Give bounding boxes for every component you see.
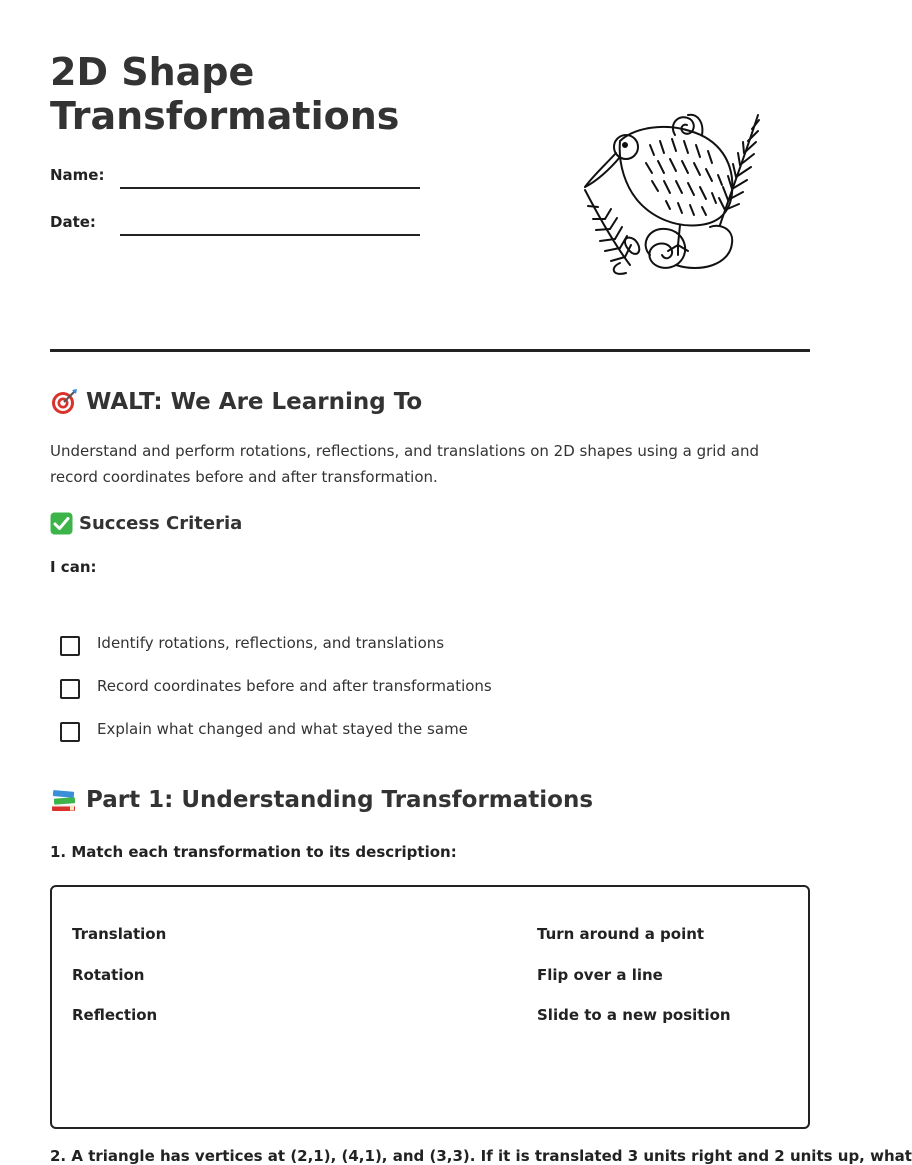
name-label: Name: <box>50 166 105 184</box>
part1-heading <box>50 786 593 814</box>
descriptions-column <box>537 925 731 1047</box>
terms-column <box>72 925 166 1047</box>
walt-description: Understand and perform rotations, reflections, and translations on 2D shapes using a grid and record coordinates before and after transformation. <box>50 442 759 486</box>
criterion-label: Identify rotations, reflections, and translations <box>97 633 445 652</box>
title-line-1: 2D Shape <box>50 50 255 94</box>
criterion-item[interactable] <box>60 667 760 710</box>
criterion-item[interactable] <box>60 624 760 667</box>
description-turn[interactable]: Turn around a point <box>537 925 705 943</box>
question-2: 2. A triangle has vertices at (2,1), (4,1), and (3,3). If it is translated 3 units right and 2 units up, what <box>50 1147 912 1165</box>
books-icon <box>50 786 78 814</box>
date-input-line[interactable] <box>120 234 420 236</box>
criterion-checkbox[interactable] <box>60 722 80 742</box>
part1-heading-text: Part 1: Understanding Transformations <box>86 787 594 813</box>
description-slide[interactable]: Slide to a new position <box>537 1006 731 1024</box>
walt-heading-text: WALT: We Are Learning To <box>86 389 423 415</box>
criterion-checkbox[interactable] <box>60 679 80 699</box>
term-rotation[interactable]: Rotation <box>72 965 145 984</box>
check-mark-button-icon <box>50 512 73 535</box>
criterion-label: Record coordinates before and after transformations <box>97 676 492 695</box>
success-criteria-heading <box>50 512 242 535</box>
title-line-2: Transformations <box>50 94 400 138</box>
i-can-label: I can: <box>50 558 97 576</box>
success-criteria-heading-text: Success Criteria <box>79 513 243 534</box>
walt-heading <box>50 388 422 416</box>
name-field-row <box>50 160 470 190</box>
criterion-item[interactable] <box>60 710 760 753</box>
term-translation[interactable]: Translation <box>72 925 167 943</box>
header-divider <box>50 349 810 352</box>
description-flip[interactable]: Flip over a line <box>537 965 663 984</box>
question-1: 1. Match each transformation to its description: <box>50 843 457 861</box>
date-field-row <box>50 207 470 237</box>
matching-box <box>50 885 810 1129</box>
kiwi-bird-with-fern-icon <box>580 105 765 280</box>
criterion-label: Explain what changed and what stayed the same <box>97 719 468 738</box>
criterion-checkbox[interactable] <box>60 636 80 656</box>
success-criteria-list <box>60 624 760 753</box>
target-dart-icon <box>50 388 78 416</box>
page-title <box>50 50 480 138</box>
name-input-line[interactable] <box>120 187 420 189</box>
term-reflection[interactable]: Reflection <box>72 1006 158 1024</box>
date-label: Date: <box>50 213 96 231</box>
